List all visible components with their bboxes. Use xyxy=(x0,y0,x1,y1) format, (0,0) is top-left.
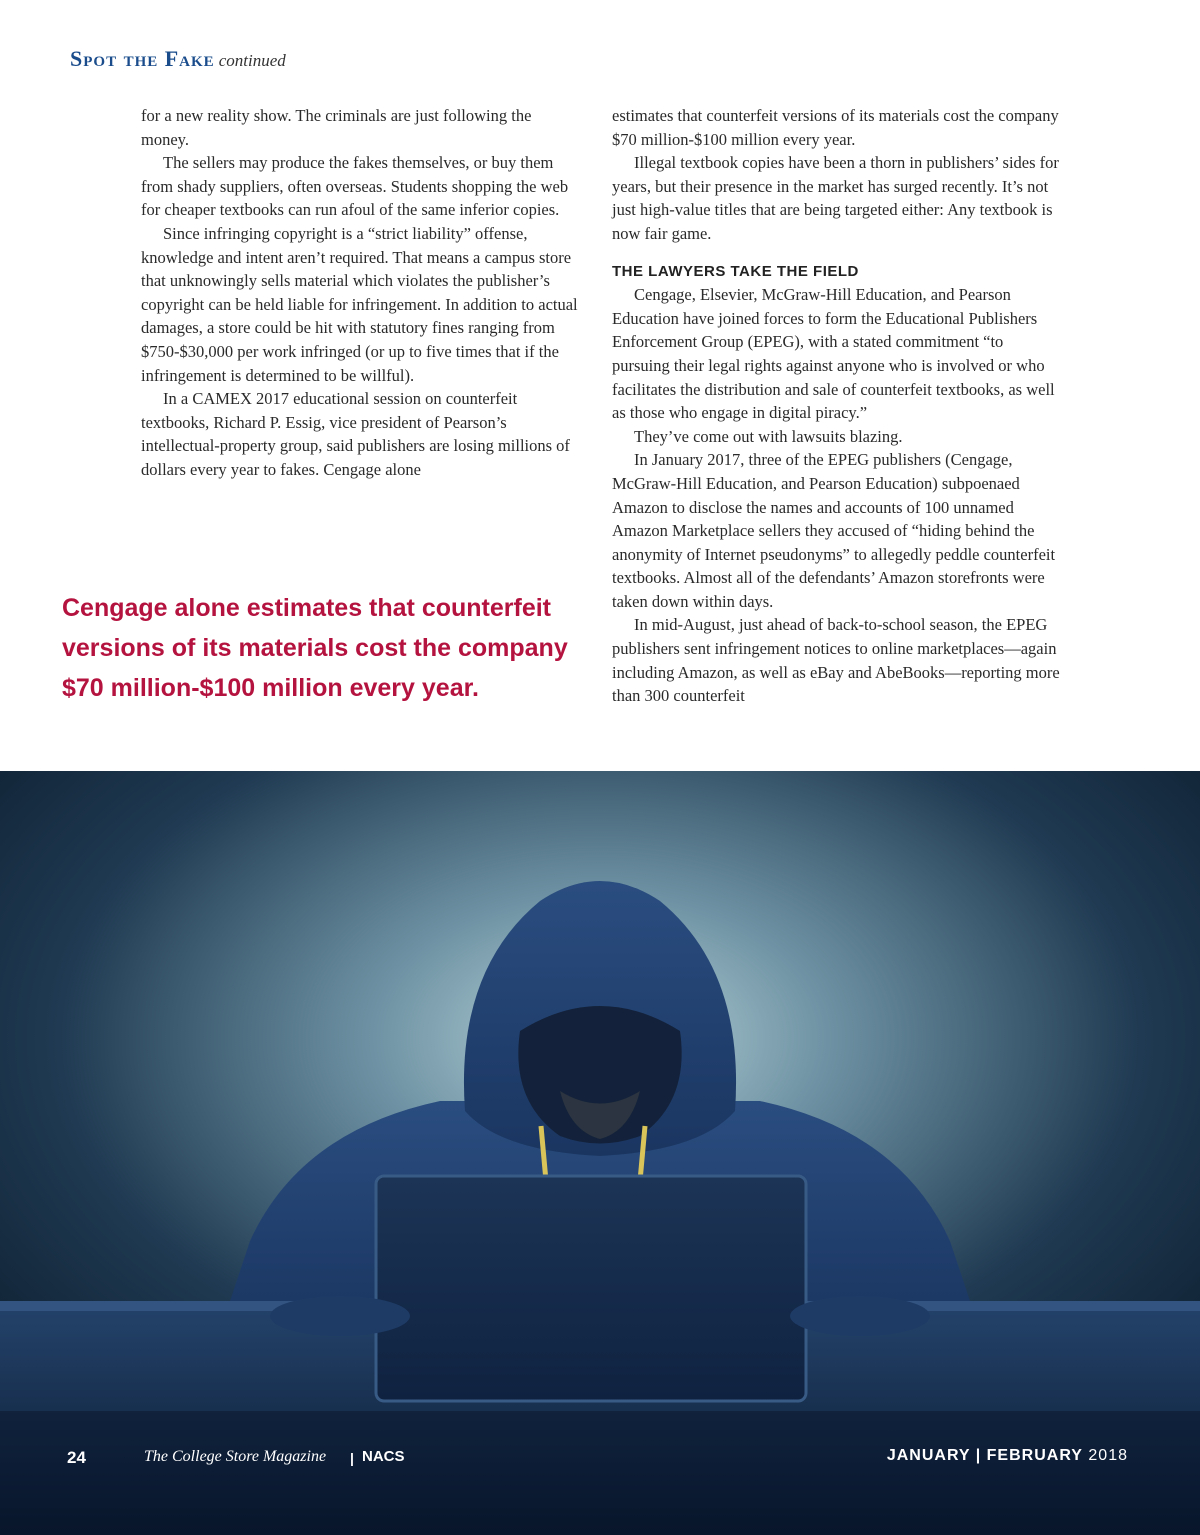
section-title: Spot the Fake xyxy=(70,46,215,71)
issue-date xyxy=(887,1447,1128,1465)
org-name: NACS xyxy=(362,1448,405,1465)
issue-months: JANUARY | FEBRUARY xyxy=(886,1447,1083,1464)
article-column-left xyxy=(141,104,581,482)
paragraph: Illegal textbook copies have been a thorn in publishers’ sides for years, but their presence in the market has surged recently. It’s not just high-value titles that are being targeted either: Any textbook is now fair game. xyxy=(612,153,1059,243)
paragraph: Cengage, Elsevier, McGraw-Hill Education, and Pearson Education have joined forces to form the Educational Publishers Enforcement Group (EPEG), with a stated commitment “to pursuing their legal rights against anyone who is involved or who facilitates the distribution and sale of counterfeit textbooks, as well as those who engage in digital piracy.” xyxy=(612,285,1055,423)
magazine-title: The College Store Magazine xyxy=(144,1448,327,1465)
continued-label: continued xyxy=(218,51,286,70)
article-column-right xyxy=(612,104,1060,708)
footer-separator: | xyxy=(350,1450,354,1466)
paragraph: In mid-August, just ahead of back-to-school season, the EPEG publishers sent infringement notices to online marketplaces—again including Amazon, as well as eBay and AbeBooks—reporting more than 300 counterfeit xyxy=(612,615,1060,706)
paragraph: In January 2017, three of the EPEG publishers (Cengage, McGraw-Hill Education, and Pearson Education) subpoenaed Amazon to disclose the names and accounts of 100 unnamed Amazon Marketplace sellers they accused of “hiding behind the anonymity of Internet pseudonyms” to allegedly peddle counterfeit textbooks. Almost all of the defendants’ Amazon storefronts were taken down within days. xyxy=(612,450,1056,611)
issue-year: 2018 xyxy=(1088,1447,1128,1464)
paragraph: estimates that counterfeit versions of its materials cost the company $70 million-$100 million every year. xyxy=(612,106,1059,149)
page-number: 24 xyxy=(67,1448,86,1467)
paragraph: They’ve come out with lawsuits blazing. xyxy=(634,426,903,446)
section-heading: THE LAWYERS TAKE THE FIELD xyxy=(612,262,859,280)
hacker-photo xyxy=(0,771,1200,1535)
paragraph: Since infringing copyright is a “strict liability” offense, knowledge and intent aren’t required. That means a campus store that unknowingly sells material which violates the publisher’s copyright can be held liable for infringement. In addition to actual damages, a store could be hit with statutory fines ranging from $750-$30,000 per work infringed (or up to five times that if the infringement is determined to be willful). xyxy=(141,223,578,385)
section-header xyxy=(70,46,286,72)
paragraph: In a CAMEX 2017 educational session on counterfeit textbooks, Richard P. Essig, vice president of Pearson’s intellectual-property group, said publishers are losing millions of dollars every year to fakes. Cengage alone xyxy=(141,389,570,479)
paragraph: The sellers may produce the fakes themselves, or buy them from shady suppliers, often overseas. Students shopping the web for cheaper textbooks can run afoul of the same inferior copies. xyxy=(141,153,569,220)
paragraph: for a new reality show. The criminals are just following the money. xyxy=(141,106,532,149)
pull-quote: Cengage alone estimates that counterfeit versions of its materials cost the company $70 million-$100 million every year. xyxy=(62,594,568,702)
hooded-figure-laptop-icon xyxy=(0,771,1200,1535)
